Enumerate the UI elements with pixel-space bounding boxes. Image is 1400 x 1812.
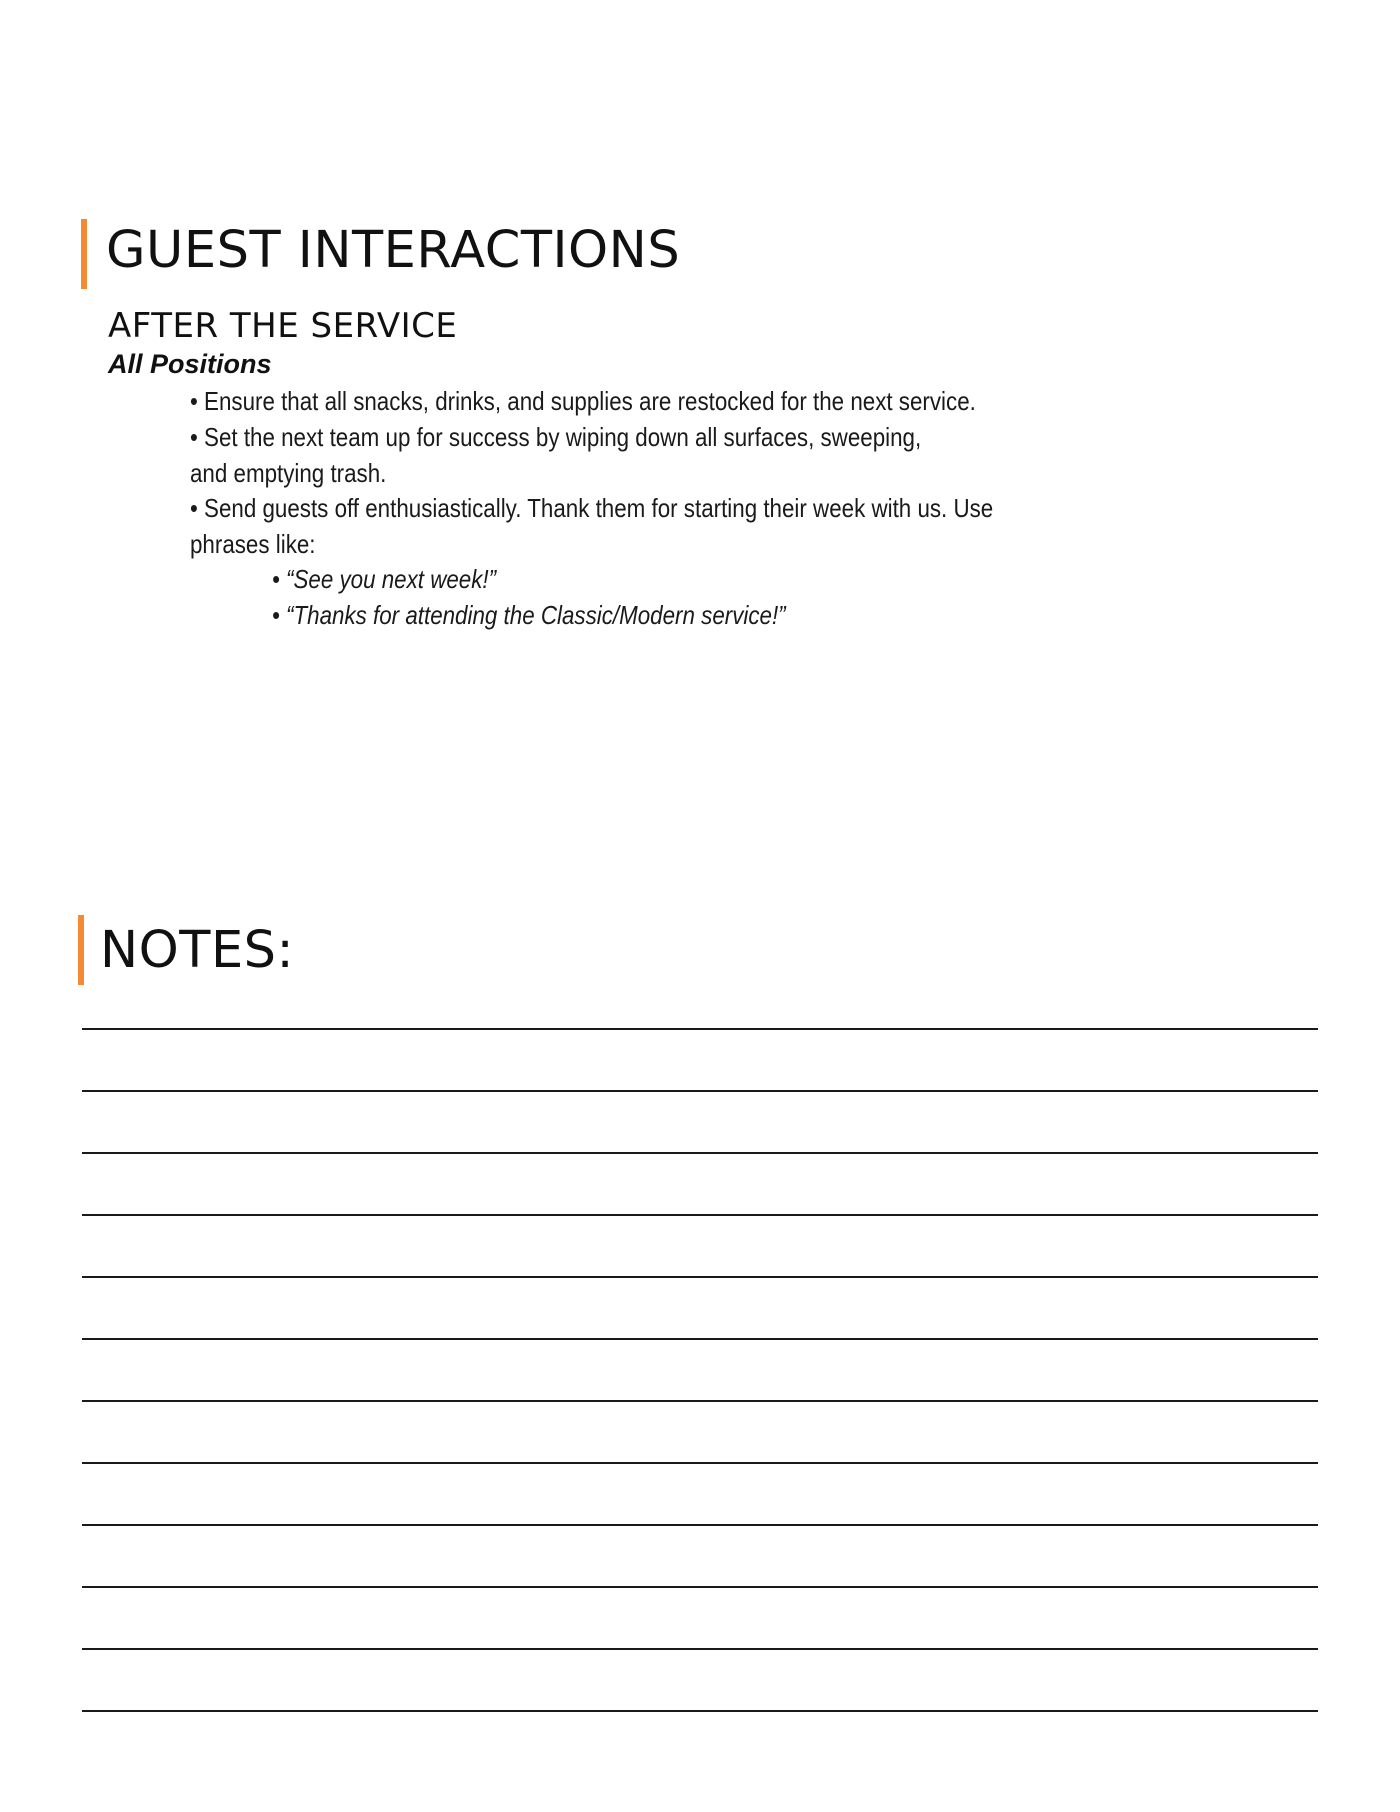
bullet-send-off: • Send guests off enthusiastically. Thank them for starting their week with us. Use phrases like: (190, 493, 994, 559)
note-line (82, 1648, 1318, 1650)
bullet-restock: • Ensure that all snacks, drinks, and supplies are restocked for the next service. (190, 386, 976, 416)
quote-see-you: • “See you next week!” (272, 564, 497, 594)
page-title: GUEST INTERACTIONS (106, 221, 681, 280)
section-subtitle: AFTER THE SERVICE (108, 306, 458, 346)
note-line (82, 1462, 1318, 1464)
bullet-cleanup: • Set the next team up for success by wiping down all surfaces, sweeping, and emptying trash. (190, 422, 922, 488)
positions-label: All Positions (108, 349, 272, 379)
note-line (82, 1276, 1318, 1278)
note-line (82, 1710, 1318, 1712)
quote-thanks: • “Thanks for attending the Classic/Modern service!” (272, 600, 786, 630)
notes-title: NOTES: (100, 921, 295, 980)
note-line (82, 1028, 1318, 1030)
notes-accent-bar (78, 915, 84, 985)
note-line (82, 1338, 1318, 1340)
note-line (82, 1586, 1318, 1588)
note-line (82, 1400, 1318, 1402)
note-line (82, 1524, 1318, 1526)
note-line (82, 1152, 1318, 1154)
title-accent-bar (81, 219, 87, 289)
note-line (82, 1090, 1318, 1092)
note-line (82, 1214, 1318, 1216)
